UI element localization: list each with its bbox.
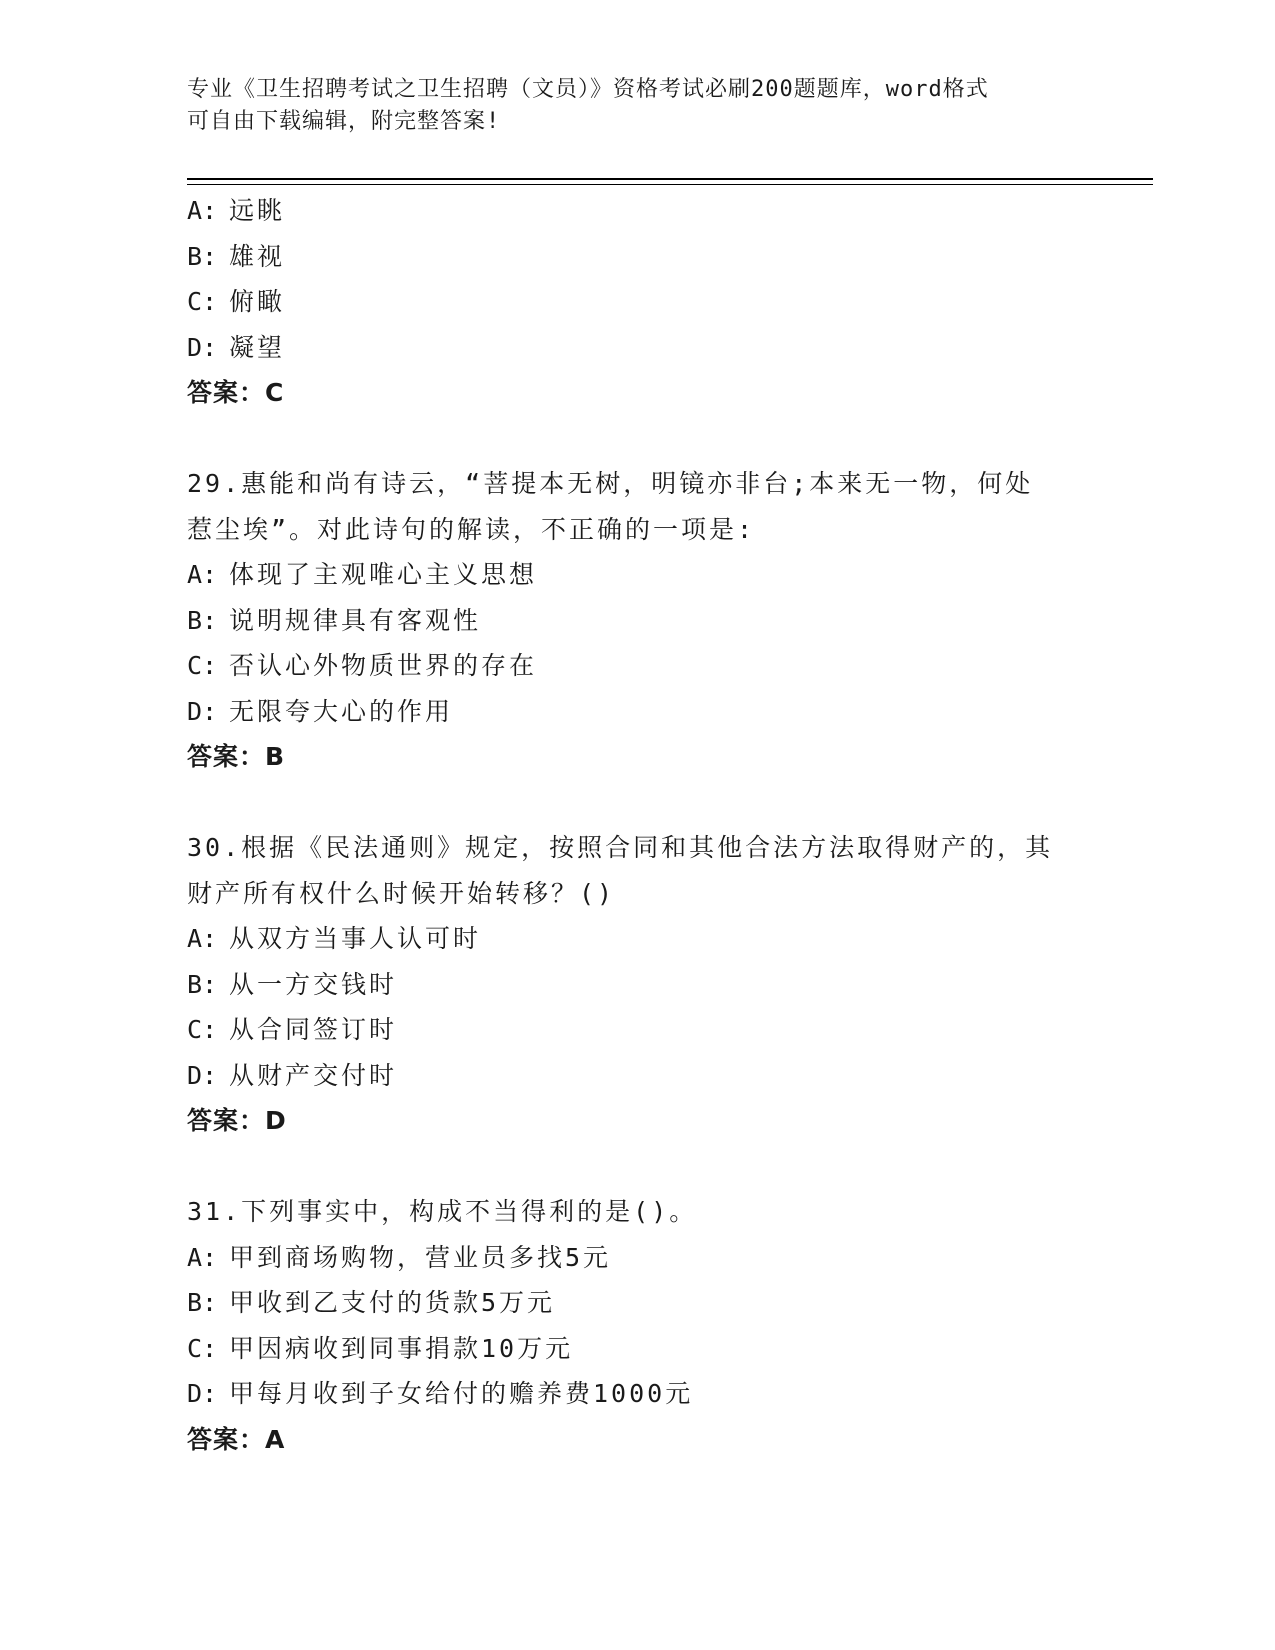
option-c: C: 俯瞰 (187, 287, 286, 316)
question-stem-continued: 惹尘埃”。对此诗句的解读，不正确的一项是: (187, 514, 756, 544)
question-stem: 29.惠能和尚有诗云，“菩提本无树，明镜亦非台;本来无一物，何处 (187, 469, 1034, 498)
option-a: A: 体现了主观唯心主义思想 (187, 560, 538, 589)
document-header (187, 74, 1067, 138)
option-c: C: 否认心外物质世界的存在 (187, 651, 538, 680)
spacer (187, 416, 1087, 462)
answer: 答案：C (187, 378, 285, 407)
question-31 (187, 1189, 1087, 1462)
header-line-1: 专业《卫生招聘考试之卫生招聘（文员）》资格考试必刷200题题库，word格式 (187, 77, 989, 102)
option-a: A: 远眺 (187, 196, 286, 225)
option-d: D: 从财产交付时 (187, 1060, 398, 1090)
option-c: C: 从合同签订时 (187, 1015, 398, 1044)
option-a: A: 从双方当事人认可时 (187, 924, 482, 953)
option-b: B: 从一方交钱时 (187, 969, 398, 999)
option-a: A: 甲到商场购物，营业员多找5元 (187, 1242, 612, 1272)
answer: 答案：B (187, 742, 286, 771)
option-d: D: 甲每月收到子女给付的赡养费1000元 (187, 1379, 694, 1408)
header-line-2: 可自由下载编辑，附完整答案! (187, 109, 501, 134)
spacer (187, 1144, 1087, 1190)
question-stem: 31.下列事实中，构成不当得利的是()。 (187, 1197, 698, 1226)
question-29 (187, 461, 1087, 780)
question-stem: 30.根据《民法通则》规定，按照合同和其他合法方法取得财产的，其 (187, 833, 1054, 862)
option-b: B: 雄视 (187, 241, 286, 271)
question-30 (187, 825, 1087, 1144)
option-d: D: 无限夸大心的作用 (187, 696, 454, 726)
answer: 答案：D (187, 1106, 287, 1135)
option-c: C: 甲因病收到同事捐款10万元 (187, 1333, 574, 1363)
answer: 答案：A (187, 1424, 286, 1454)
header-divider-thin (187, 184, 1153, 185)
option-b: B: 甲收到乙支付的货款5万元 (187, 1288, 556, 1317)
header-divider-thick (187, 178, 1153, 180)
question-stem-continued: 财产所有权什么时候开始转移？() (187, 878, 616, 908)
question-28 (187, 188, 1087, 416)
question-list (187, 188, 1087, 1462)
spacer (187, 780, 1087, 826)
option-b: B: 说明规律具有客观性 (187, 605, 482, 635)
option-d: D: 凝望 (187, 332, 286, 362)
